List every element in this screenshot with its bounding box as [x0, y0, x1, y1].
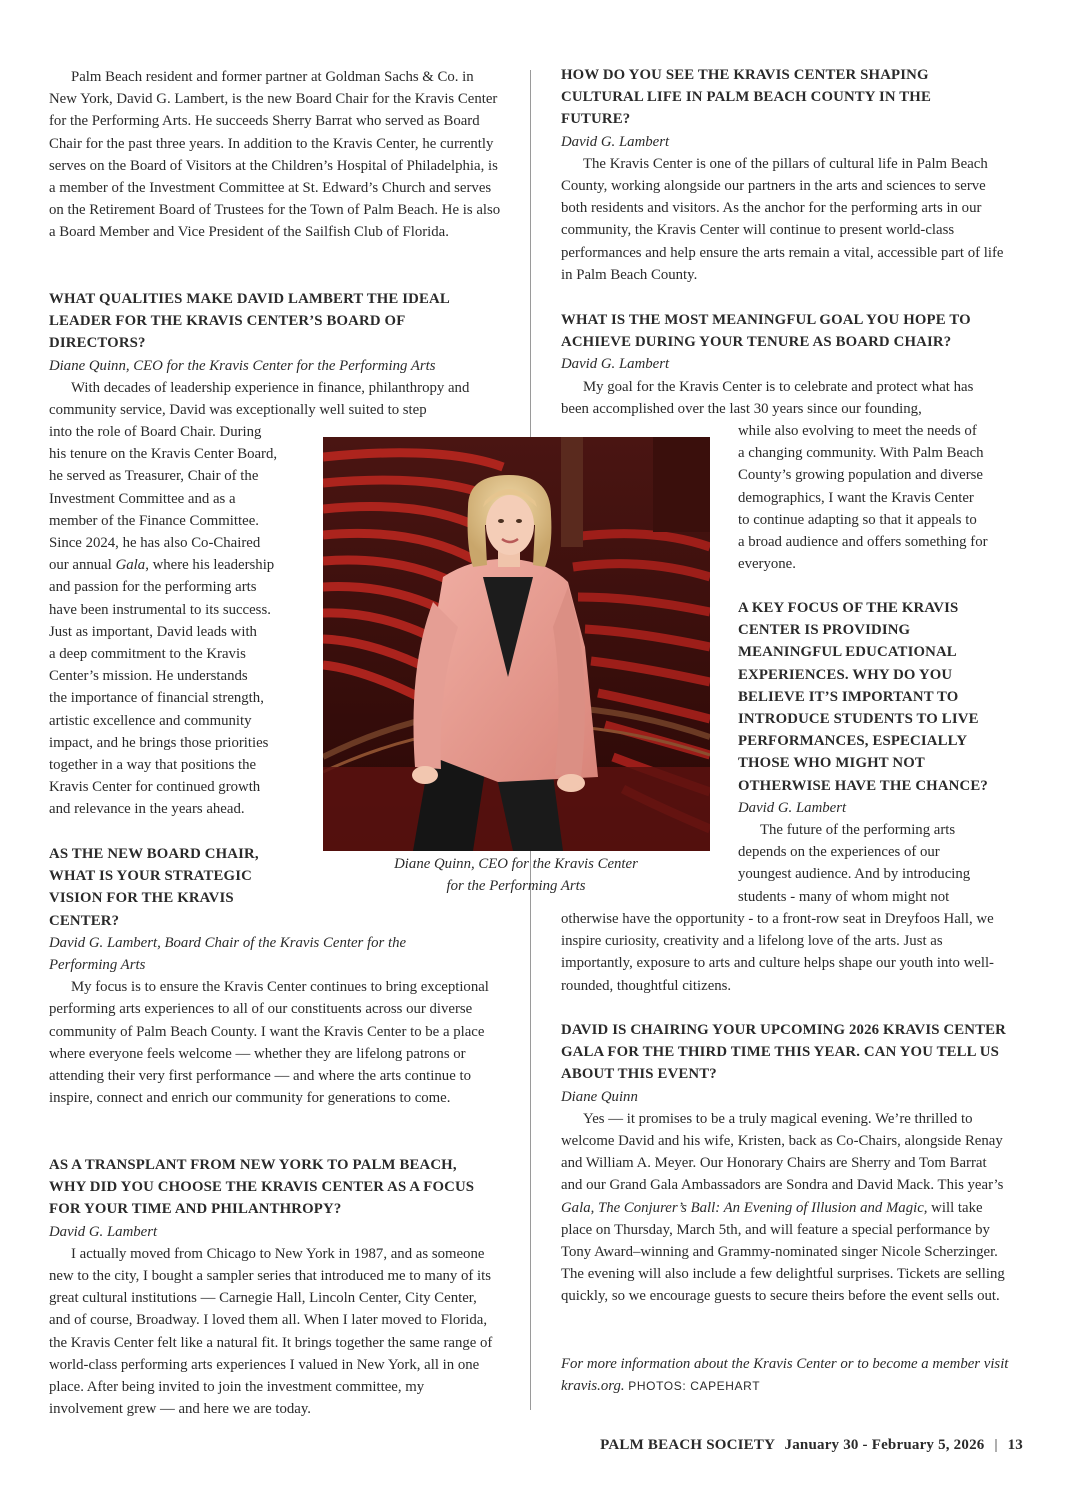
q6-question-line: EXPERIENCES. WHY DO YOU [738, 666, 953, 683]
q1-answer-lead: With decades of leadership experience in finance, philanthropy and community service, David was exceptionally well suited to step [49, 379, 470, 419]
photo-credit: PHOTOS: CAPEHART [628, 1379, 761, 1394]
portrait-photo [323, 437, 710, 851]
caption-line: Diane Quinn, CEO for the Kravis Center [394, 856, 638, 872]
q6-answer-line: youngest audience. And by introducing [738, 866, 971, 883]
publication-name: PALM BEACH SOCIETY [600, 1437, 775, 1453]
q1-answer-line: and relevance in the years ahead. [49, 801, 245, 818]
q5-answer-line: to continue adapting so that it appeals to [738, 511, 977, 528]
closing-text [561, 1353, 1011, 1397]
q1-answer-line: the importance of financial strength, [49, 690, 264, 707]
q6-block [738, 597, 1018, 908]
q6-question-line: INTRODUCE STUDENTS TO LIVE [738, 711, 979, 728]
q1-answer-line [49, 554, 319, 576]
closing-note [561, 1353, 1011, 1397]
q7-byline: Diane Quinn [561, 1088, 638, 1105]
q5-answer-line: while also evolving to meet the needs of [738, 423, 977, 439]
q1-answer-line: Since 2024, he has also Co-Chaired [49, 535, 261, 552]
q2-answer: My focus is to ensure the Kravis Center continues to bring exceptional performing arts experiences to all of our constituents across our diverse community of Palm Beach County. I want the Kravis Center to be a place where everyone feels welcome — whether they are lifelong patrons or attending their very first performance — and where the arts continue to inspire, connect and enrich our community for generations to come. [49, 979, 489, 1107]
q7-answer [561, 1108, 1011, 1308]
page-footer [600, 1437, 1023, 1454]
q6-question-line: OTHERWISE HAVE THE CHANCE? [738, 777, 988, 794]
q1-answer-line: a deep commitment to the Kravis [49, 646, 246, 663]
q3-byline: David G. Lambert [49, 1223, 158, 1240]
q1-answer-line: Kravis Center for continued growth [49, 779, 261, 796]
q1-answer-line: together in a way that positions the [49, 757, 257, 774]
theater-portrait-illustration [323, 437, 710, 851]
footer-separator: | [994, 1437, 998, 1453]
q5-answer-line: a changing community. With Palm Beach [738, 445, 984, 462]
q1-answer-line: have been instrumental to its success. [49, 601, 271, 618]
q6-question-line: BELIEVE IT’S IMPORTANT TO [738, 688, 959, 705]
text: Yes — it promises to be a truly magical evening. We’re thrilled to welcome David and his wife, Kristen, back as Co-Chairs, alongside Renay and William A. Meyer. Our Honorary Chairs are Sherry and Tom Barrat and our Grand Gala Ambassadors are Sondra and David Mack. This year’s [561, 1110, 1004, 1194]
pillar [561, 437, 583, 547]
q1-answer-line: into the role of Board Chair. During [49, 424, 262, 440]
q1-answer-line: and passion for the performing arts [49, 579, 257, 596]
q6-question-line: A KEY FOCUS OF THE KRAVIS [738, 600, 959, 616]
q2-question-line: WHAT IS YOUR STRATEGIC [49, 868, 252, 885]
text: will take place on Thursday, March 5th, and will feature a special performance by Tony Award–winning and Grammy-nominated singer Nicole Scherzinger. The evening will also include a few delightful surprises. Tickets are selling quickly, so we encourage guests to secure theirs before the event sells out. [561, 1199, 1005, 1305]
left-column [49, 66, 501, 244]
q6-answer-line: The future of the performing arts [760, 822, 956, 839]
q6-question-line: THOSE WHO MIGHT NOT [738, 755, 925, 772]
q1-answer-line: artistic excellence and community [49, 712, 252, 729]
q5-answer-line: County’s growing population and diverse [738, 467, 983, 484]
q1-answer-line: Just as important, David leads with [49, 623, 257, 640]
q4-block [561, 64, 1011, 286]
q5-block [561, 309, 1001, 420]
q6-byline: David G. Lambert [738, 799, 847, 816]
q1-answer-wrapped [49, 421, 319, 821]
text: our annual [49, 557, 116, 574]
more-info-text: For more information about the Kravis Center or to become a member visit kravis.org. [561, 1356, 1009, 1395]
q3-answer: I actually moved from Chicago to New York in 1987, and as someone new to the city, I bought a sampler series that introduced me to many of its great cultural institutions — Carnegie Hall, Lincoln Center, City Center, and of course, Broadway. I loved them all. When I later moved to Florida, the Kravis Center felt like a natural fit. It brings together the same range of world-class performing arts experiences I valued in New York, all in one place. After being invited to join the investment committee, my involvement grew — and here we are today. [49, 1245, 493, 1418]
q6-question-line: CENTER IS PROVIDING [738, 622, 911, 639]
q1-answer-line: Investment Committee and as a [49, 490, 236, 507]
q7-question: DAVID IS CHAIRING YOUR UPCOMING 2026 KRAVIS CENTER GALA FOR THE THIRD TIME THIS YEAR. CAN YOU TELL US ABOUT THIS EVENT? [561, 1022, 1007, 1083]
q3-block [49, 1154, 501, 1420]
q5-answer-lead: My goal for the Kravis Center is to celebrate and protect what has been accomplished over the last 30 years since our founding, [561, 378, 974, 417]
q6-question-line: PERFORMANCES, ESPECIALLY [738, 733, 968, 750]
q6-answer-line: students - many of whom might not [738, 888, 950, 905]
q6-question-line: MEANINGFUL EDUCATIONAL [738, 644, 957, 661]
gala-title-italic: Gala, The Conjurer’s Ball: An Evening of Illusion and Magic, [561, 1199, 928, 1216]
q1-block [49, 288, 479, 421]
q5-byline: David G. Lambert [561, 356, 670, 373]
q2-question-line: VISION FOR THE KRAVIS [49, 890, 234, 907]
q2-question-line: AS THE NEW BOARD CHAIR, [49, 846, 259, 862]
q1-answer-line: his tenure on the Kravis Center Board, [49, 446, 278, 463]
q4-byline: David G. Lambert [561, 133, 670, 150]
q5-answer-line: a broad audience and offers something for [738, 534, 988, 551]
q5-answer-line: demographics, I want the Kravis Center [738, 489, 974, 506]
q6-answer-continued: otherwise have the opportunity - to a front-row seat in Dreyfoos Hall, we inspire curiosity, creativity and a lifelong love of the arts. Just as importantly, exposure to arts and culture helps shape our youth into well-rounded, thoughtful citizens. [561, 911, 994, 994]
q1-answer-line: he served as Treasurer, Chair of the [49, 468, 259, 485]
text: , where his leadership [145, 557, 275, 574]
caption-line: for the Performing Arts [446, 878, 586, 895]
intro-paragraph: Palm Beach resident and former partner at Goldman Sachs & Co. in New York, David G. Lambert, is the new Board Chair for the Kravis Center for the Performing Arts. He succeeds Sherry Barrat who served as Board Chair for the past three years. In addition to the Kravis Center, he currently serves on the Board of Visitors at the Children’s Hospital of Philadelphia, is a member of the Investment Committee at St. Edward’s Church and serves on the Retirement Board of Trustees for the Town of Palm Beach. He is also a Board Member and Vice President of the Sailfish Club of Florida. [49, 69, 501, 241]
page-number: 13 [1007, 1437, 1023, 1453]
q5-answer-wrapped [738, 420, 1018, 575]
q1-answer-line: Center’s mission. He understands [49, 668, 248, 685]
q6-question [738, 597, 1018, 797]
q4-question: HOW DO YOU SEE THE KRAVIS CENTER SHAPING CULTURAL LIFE IN PALM BEACH COUNTY IN THE FUTURE? [561, 67, 931, 128]
q6-answer-line: depends on the experiences of our [738, 844, 940, 861]
q2-question-line: CENTER? [49, 912, 120, 929]
q2-byline: David G. Lambert, Board Chair of the Kravis Center for the Performing Arts [49, 934, 407, 974]
gala-italic: Gala [115, 557, 146, 574]
photo-caption [330, 853, 702, 897]
q3-question: AS A TRANSPLANT FROM NEW YORK TO PALM BEACH, WHY DID YOU CHOOSE THE KRAVIS CENTER AS A FOCUS FOR YOUR TIME AND PHILANTHROPY? [49, 1157, 475, 1218]
q5-answer-line: everyone. [738, 556, 796, 573]
q1-question: WHAT QUALITIES MAKE DAVID LAMBERT THE IDEAL LEADER FOR THE KRAVIS CENTER’S BOARD OF DIRECTORS? [49, 291, 450, 352]
q6-answer-rest [561, 908, 1011, 997]
q5-question: WHAT IS THE MOST MEANINGFUL GOAL YOU HOPE TO ACHIEVE DURING YOUR TENURE AS BOARD CHAIR? [561, 312, 971, 351]
q1-answer-line: impact, and he brings those priorities [49, 734, 269, 751]
q4-answer: The Kravis Center is one of the pillars of cultural life in Palm Beach County, working alongside our partners in the arts and sciences to serve both residents and visitors. As the anchor for the performing arts in our community, the Kravis Center will continue to present world-class performances and help ensure the arts remain a vital, accessible part of life in Palm Beach County. [561, 155, 1004, 283]
issue-dates: January 30 - February 5, 2026 [784, 1437, 985, 1453]
q1-byline: Diane Quinn, CEO for the Kravis Center for the Performing Arts [49, 357, 436, 374]
q7-block [561, 1019, 1011, 1308]
q1-answer-line: member of the Finance Committee. [49, 512, 259, 529]
